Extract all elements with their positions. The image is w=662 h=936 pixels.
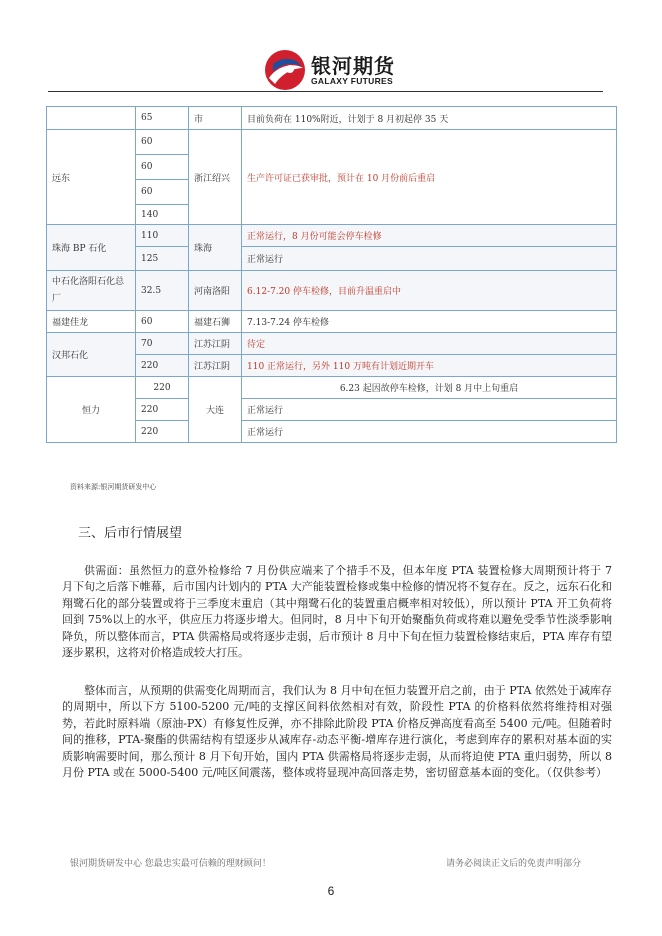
location-cell: 市 — [189, 107, 242, 130]
company-cell: 远东 — [47, 130, 136, 225]
capacity-cell: 70 — [136, 333, 189, 355]
table-row — [47, 107, 617, 130]
data-source-note: 资料来源:银河期货研发中心 — [70, 483, 157, 491]
location-cell: 江苏江阴 — [189, 355, 242, 377]
page-number: 6 — [327, 884, 335, 898]
company-cell: 恒力 — [47, 377, 136, 443]
table-row — [47, 225, 617, 247]
location-cell: 江苏江阴 — [189, 333, 242, 355]
capacity-cell: 60 — [136, 130, 189, 155]
table-row — [47, 271, 617, 311]
table-row — [47, 333, 617, 355]
pta-plant-table — [46, 106, 617, 443]
galaxy-logo-icon — [263, 48, 307, 92]
footer-disclaimer: 请务必阅读正文后的免责声明部分 — [446, 859, 582, 869]
body-paragraph: 供需面：虽然恒力的意外检修给 7 月份供应端来了个措手不及，但本年度 PTA 装置检修大周期预计将于 7 月下旬之后落下帷幕，后市国内计划内的 PTA 大产能装置检修或集中检修的情况将不复存在。反之，远东石化和翔鹭石化的部分装置或将于三季度末重启（其中翔鹭石化的装置重启概率相对较低），所以预计 PTA 开工负荷将回到 75%以上的水平，供应压力将逐步增大。但同时，8 月中下旬开始聚酯负荷或将难以避免受季节性淡季影响降负，所以整体而言，PTA 供需格局或将逐步走弱，后市预计 8 月中下旬在恒力装置检修结束后，PTA 库存有望逐步累积，这将对价格造成较大打压。 — [62, 564, 612, 660]
company-cell: 中石化洛阳石化总厂 — [47, 271, 136, 311]
status-cell: 正常运行 — [242, 399, 617, 421]
galaxy-futures-logo — [263, 48, 413, 92]
logo-chinese-name: 银河期货 — [311, 54, 395, 78]
capacity-cell: 220 — [136, 377, 189, 399]
table-row — [47, 130, 617, 155]
logo-english-name: GALAXY FUTURES — [311, 76, 393, 86]
table-row — [47, 377, 617, 399]
status-cell: 正常运行，8 月份可能会停车检修 — [242, 225, 617, 247]
body-paragraph: 整体而言，从预期的供需变化周期而言，我们认为 8 月中旬在恒力装置开启之前，由于 PTA 依然处于减库存的周期中，所以下方 5100-5200 元/吨的支撑区间料依然相对有效，阶段性 PTA 的价格料依然将维持相对强势，若此时原料端（原油-PX）有修复性反弹，亦不排除此阶段 PTA 价格反弹高度看高至 5400 元/吨。但随着时间的推移，PTA-聚酯的供需结构有望逐步从减库存-动态平衡-增库存进行演化，考虑到库存的累积对基本面的实质影响需要时间，那么预计 8 月下旬开始，国内 PTA 供需格局将逐步走弱，从而将迫使 PTA 重归弱势，所以 8 月份 PTA 或在 5000-5400 元/吨区间震荡，整体或将显现冲高回落走势，密切留意基本面的变化。（仅供参考） — [62, 684, 612, 780]
capacity-cell: 60 — [136, 180, 189, 205]
location-cell: 珠海 — [189, 225, 242, 271]
location-cell: 福建石狮 — [189, 311, 242, 333]
status-cell: 110 正常运行，另外 110 万吨有计划近期开车 — [242, 355, 617, 377]
status-cell: 待定 — [242, 333, 617, 355]
company-cell — [47, 107, 136, 130]
capacity-cell: 60 — [136, 155, 189, 180]
company-cell: 珠海 BP 石化 — [47, 225, 136, 271]
capacity-cell: 220 — [136, 399, 189, 421]
footer-slogan: 银河期货研发中心 您最忠实最可信赖的理财顾问！ — [70, 859, 271, 869]
capacity-cell: 220 — [136, 421, 189, 443]
status-cell: 7.13-7.24 停车检修 — [242, 311, 617, 333]
capacity-cell: 65 — [136, 107, 189, 130]
capacity-cell: 140 — [136, 205, 189, 225]
location-cell: 浙江绍兴 — [189, 130, 242, 225]
location-cell: 河南洛阳 — [189, 271, 242, 311]
status-cell: 6.23 起因故停车检修，计划 8 月中上旬重启 — [242, 377, 617, 399]
section-title: 三、后市行情展望 — [78, 526, 183, 541]
header-divider — [48, 91, 603, 92]
capacity-cell: 32.5 — [136, 271, 189, 311]
company-cell: 福建佳龙 — [47, 311, 136, 333]
company-cell: 汉邦石化 — [47, 333, 136, 377]
capacity-cell: 125 — [136, 247, 189, 271]
status-cell: 目前负荷在 110%附近，计划于 8 月初起停 35 天 — [242, 107, 617, 130]
status-cell: 正常运行 — [242, 247, 617, 271]
capacity-cell: 220 — [136, 355, 189, 377]
status-cell: 正常运行 — [242, 421, 617, 443]
location-cell: 大连 — [189, 377, 242, 443]
status-cell: 生产许可证已获审批，预计在 10 月份前后重启 — [242, 130, 617, 225]
capacity-cell: 110 — [136, 225, 189, 247]
capacity-cell: 60 — [136, 311, 189, 333]
table-row — [47, 311, 617, 333]
status-cell: 6.12-7.20 停车检修，目前升温重启中 — [242, 271, 617, 311]
